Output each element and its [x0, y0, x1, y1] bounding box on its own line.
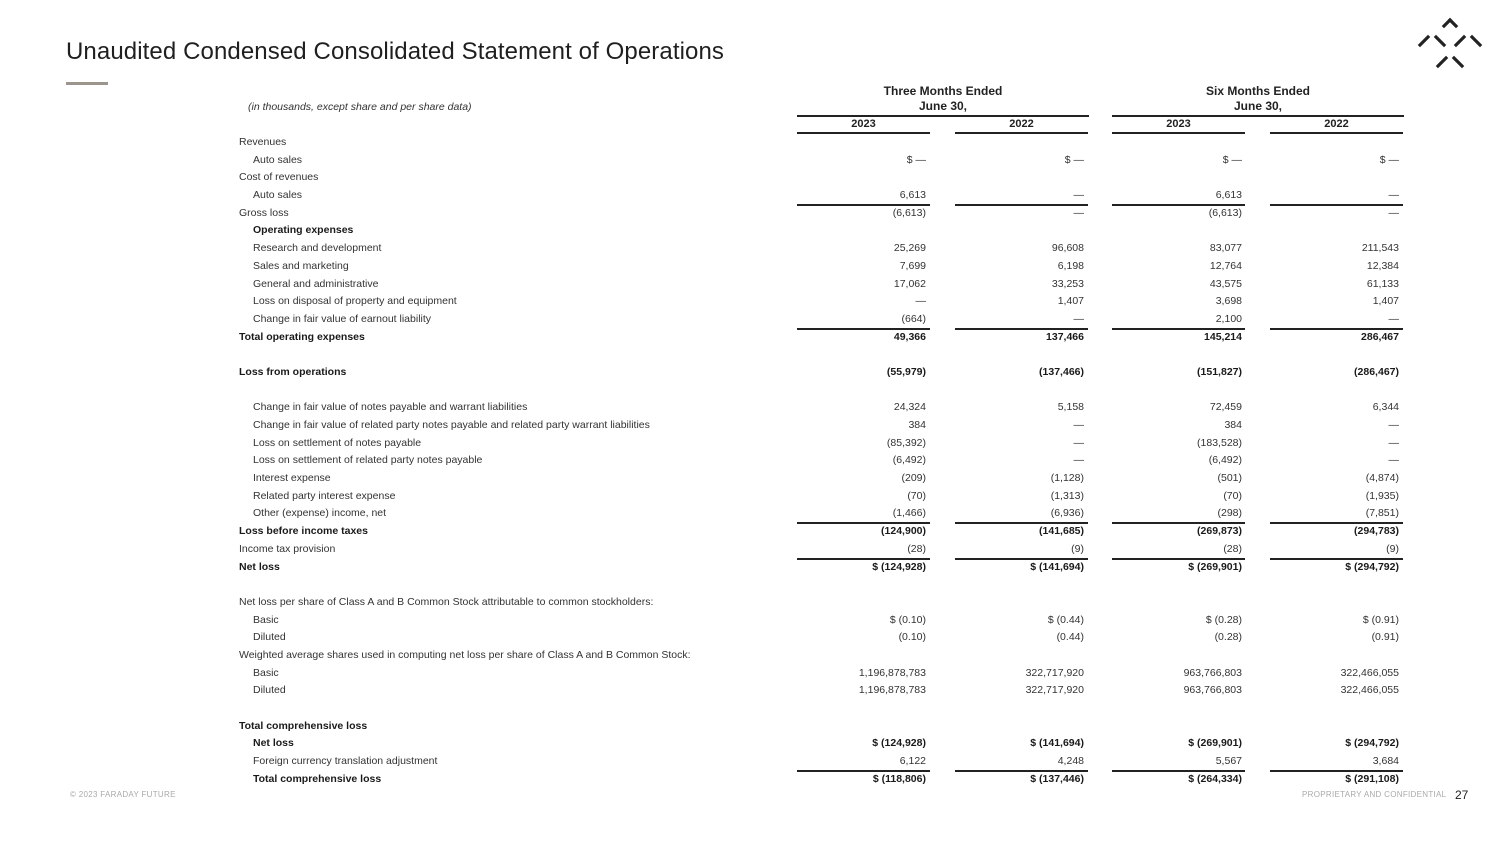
table-row: [0, 239, 1500, 257]
row-label: Net loss: [239, 560, 280, 573]
row-label: Change in fair value of earnout liability: [253, 312, 432, 325]
row-value: 322,466,055: [1340, 684, 1399, 697]
row-value: (28): [907, 542, 926, 555]
row-value: —: [1073, 312, 1084, 325]
row-value: —: [915, 295, 926, 308]
row-value: 49,366: [893, 330, 926, 343]
row-label: General and administrative: [253, 277, 379, 290]
row-value: —: [1388, 454, 1399, 467]
row-value: (664): [901, 312, 926, 325]
table-row: [0, 363, 1500, 381]
row-value: (0.28): [1214, 631, 1242, 644]
row-value: 322,717,920: [1025, 684, 1084, 697]
row-value: 12,384: [1366, 259, 1399, 272]
period-line1: Six Months Ended: [1205, 84, 1310, 98]
row-value: —: [1073, 454, 1084, 467]
row-value: $ —: [1379, 153, 1399, 166]
footer-copyright: © 2023 FARADAY FUTURE: [70, 790, 176, 799]
row-value: 1,196,878,783: [858, 666, 926, 679]
row-value: (1,313): [1050, 489, 1084, 502]
row-label: Total operating expenses: [239, 330, 365, 343]
table-row: [0, 186, 1500, 204]
row-value: $ (0.44): [1047, 613, 1084, 626]
table-row: [0, 611, 1500, 629]
table-row: [0, 487, 1500, 505]
row-value: (9): [1071, 542, 1084, 555]
row-value: 4,248: [1057, 755, 1084, 768]
subtotal-rule: [1270, 328, 1403, 330]
row-value: (70): [907, 489, 926, 502]
row-label: Operating expenses: [253, 224, 354, 237]
row-value: (286,467): [1354, 365, 1399, 378]
table-row: [0, 133, 1500, 151]
row-value: (1,128): [1050, 472, 1084, 485]
row-value: 137,466: [1046, 330, 1084, 343]
subtotal-rule: [797, 522, 930, 524]
table-row: [0, 575, 1500, 593]
table-row: [0, 416, 1500, 434]
year-header: 2022: [1009, 118, 1034, 130]
table-row: [0, 310, 1500, 328]
row-value: —: [1388, 206, 1399, 219]
subtotal-rule: [1270, 522, 1403, 524]
row-value: (1,935): [1365, 489, 1399, 502]
subtotal-rule: [1112, 522, 1245, 524]
year-header: 2023: [851, 118, 876, 130]
row-value: 6,344: [1372, 401, 1399, 414]
row-label: Other (expense) income, net: [253, 507, 387, 520]
subtotal-rule: [955, 558, 1088, 560]
row-value: $ (291,108): [1345, 772, 1399, 785]
row-value: $ (0.91): [1362, 613, 1399, 626]
row-value: $ (269,901): [1188, 737, 1242, 750]
row-value: (85,392): [886, 436, 926, 449]
title-underline: [66, 82, 108, 85]
row-value: (6,936): [1050, 507, 1084, 520]
row-value: 12,764: [1209, 259, 1242, 272]
table-row: [0, 558, 1500, 576]
row-value: 5,158: [1057, 401, 1084, 414]
row-value: 322,466,055: [1340, 666, 1399, 679]
row-label: Revenues: [239, 136, 287, 148]
row-value: —: [1388, 419, 1399, 431]
faraday-future-logo-icon: [1414, 16, 1486, 72]
period-rule: [1112, 115, 1404, 117]
table-row: [0, 540, 1500, 558]
row-label: Loss on settlement of related party notes payable: [253, 454, 483, 467]
row-label: Foreign currency translation adjustment: [253, 755, 438, 768]
table-row: [0, 699, 1500, 717]
row-value: (298): [1217, 507, 1242, 520]
row-label: Loss on disposal of property and equipment: [253, 295, 457, 308]
row-value: 72,459: [1209, 401, 1242, 414]
table-row: [0, 275, 1500, 293]
table-row: [0, 345, 1500, 363]
row-value: (6,613): [892, 206, 926, 219]
subtotal-rule: [1112, 328, 1245, 330]
subtotal-rule: [1112, 770, 1245, 772]
subtotal-rule: [797, 328, 930, 330]
row-label: Gross loss: [239, 206, 289, 219]
row-value: $ (269,901): [1188, 560, 1242, 573]
row-value: 6,122: [899, 755, 926, 768]
table-row: [0, 664, 1500, 682]
row-value: 2,100: [1215, 312, 1242, 325]
row-value: 1,196,878,783: [858, 684, 926, 697]
year-header: 2023: [1166, 118, 1191, 130]
row-value: (1,466): [892, 507, 926, 520]
row-value: 33,253: [1051, 277, 1084, 290]
subtotal-rule: [1112, 558, 1245, 560]
row-value: 322,717,920: [1025, 666, 1084, 679]
period-rule: [797, 115, 1089, 117]
table-row: [0, 257, 1500, 275]
subtotal-rule: [797, 204, 930, 206]
table-row: [0, 434, 1500, 452]
row-value: $ (124,928): [872, 560, 926, 573]
row-value: 83,077: [1209, 242, 1242, 255]
subtotal-rule: [955, 204, 1088, 206]
row-label: Loss on settlement of notes payable: [253, 436, 422, 449]
table-row: [0, 734, 1500, 752]
subtotal-rule: [1270, 204, 1403, 206]
table-row: [0, 593, 1500, 611]
table-row: [0, 717, 1500, 735]
subtotal-rule: [797, 558, 930, 560]
table-row: [0, 522, 1500, 540]
row-value: —: [1388, 312, 1399, 325]
row-value: (28): [1223, 542, 1242, 555]
row-value: 6,613: [899, 189, 926, 202]
row-label: Net loss per share of Class A and B Common Stock attributable to common stockholders:: [239, 595, 654, 608]
row-value: (501): [1217, 472, 1242, 485]
row-label: Research and development: [253, 242, 382, 255]
row-value: $ —: [1222, 153, 1242, 166]
row-value: $ (294,792): [1345, 737, 1399, 750]
table-row: [0, 469, 1500, 487]
row-value: $ (141,694): [1030, 560, 1084, 573]
row-value: (0.44): [1056, 631, 1084, 644]
subtotal-rule: [1270, 558, 1403, 560]
row-value: —: [1388, 189, 1399, 202]
row-value: (7,851): [1365, 507, 1399, 520]
table-row: [0, 451, 1500, 469]
row-label: Net loss: [253, 737, 294, 750]
row-label: Weighted average shares used in computing net loss per share of Class A and B Common Stock:: [239, 648, 691, 661]
row-value: —: [1073, 436, 1084, 449]
row-value: 963,766,803: [1183, 666, 1242, 679]
row-value: 96,608: [1051, 242, 1084, 255]
period-header-three-months: [797, 84, 1089, 114]
row-value: (55,979): [886, 365, 926, 378]
row-value: (294,783): [1354, 525, 1399, 538]
table-row: [0, 398, 1500, 416]
row-label: Cost of revenues: [239, 171, 319, 184]
row-label: Diluted: [253, 684, 286, 697]
table-row: [0, 328, 1500, 346]
row-value: $ (118,806): [872, 772, 926, 785]
row-value: $ —: [1064, 153, 1084, 166]
subtotal-rule: [955, 328, 1088, 330]
table-row: [0, 628, 1500, 646]
row-value: (0.91): [1371, 631, 1399, 644]
row-value: (151,827): [1197, 365, 1242, 378]
row-value: 6,613: [1215, 189, 1242, 202]
row-value: 3,684: [1372, 755, 1399, 768]
row-label: Interest expense: [253, 472, 331, 485]
row-value: (137,466): [1039, 365, 1084, 378]
units-note: (in thousands, except share and per share data): [248, 101, 472, 113]
row-value: 7,699: [899, 259, 926, 272]
row-value: 963,766,803: [1183, 684, 1242, 697]
row-value: (183,528): [1197, 436, 1242, 449]
row-value: $ (124,928): [872, 737, 926, 750]
row-label: Total comprehensive loss: [253, 772, 382, 785]
row-value: 17,062: [893, 277, 926, 290]
page-title: Unaudited Condensed Consolidated Statement of Operations: [66, 38, 725, 65]
row-label: Auto sales: [253, 189, 303, 202]
table-row: [0, 381, 1500, 399]
row-value: (269,873): [1197, 525, 1242, 538]
row-value: (4,874): [1365, 472, 1399, 485]
footer-confidential: PROPRIETARY AND CONFIDENTIAL: [1302, 790, 1447, 799]
row-value: 384: [1224, 419, 1242, 431]
row-value: (6,492): [892, 454, 926, 467]
row-value: $ (264,334): [1188, 772, 1242, 785]
row-value: 43,575: [1209, 277, 1242, 290]
table-row: [0, 221, 1500, 239]
row-label: Basic: [253, 666, 279, 679]
row-value: —: [1388, 436, 1399, 449]
row-value: $ (294,792): [1345, 560, 1399, 573]
row-value: —: [1073, 419, 1084, 431]
subtotal-rule: [1270, 770, 1403, 772]
row-value: (209): [901, 472, 926, 485]
subtotal-rule: [797, 770, 930, 772]
subtotal-rule: [1112, 204, 1245, 206]
row-label: Loss before income taxes: [239, 525, 368, 538]
row-value: (141,685): [1039, 525, 1084, 538]
table-row: [0, 770, 1500, 788]
row-label: Change in fair value of notes payable and warrant liabilities: [253, 401, 528, 414]
page-number: 27: [1455, 788, 1469, 802]
row-label: Basic: [253, 613, 279, 626]
table-row: [0, 292, 1500, 310]
row-label: Diluted: [253, 631, 286, 644]
row-value: (124,900): [881, 525, 926, 538]
row-value: 6,198: [1057, 259, 1084, 272]
period-header-six-months: [1112, 84, 1404, 114]
row-label: Total comprehensive loss: [239, 719, 368, 732]
row-label: Loss from operations: [239, 365, 347, 378]
row-value: (6,492): [1208, 454, 1242, 467]
row-value: $ (137,446): [1030, 772, 1084, 785]
period-line2: June 30,: [918, 99, 968, 113]
row-value: 286,467: [1361, 330, 1399, 343]
row-value: $ (0.10): [889, 613, 926, 626]
row-value: 1,407: [1057, 295, 1084, 308]
row-value: (6,613): [1208, 206, 1242, 219]
row-label: Sales and marketing: [253, 259, 349, 272]
row-value: 211,543: [1361, 242, 1399, 255]
row-value: 5,567: [1215, 755, 1242, 768]
row-value: —: [1073, 206, 1084, 219]
row-label: Income tax provision: [239, 542, 336, 555]
row-label: Auto sales: [253, 153, 303, 166]
table-row: [0, 504, 1500, 522]
row-value: 1,407: [1372, 295, 1399, 308]
period-line1: Three Months Ended: [883, 84, 1003, 98]
subtotal-rule: [955, 770, 1088, 772]
table-row: [0, 151, 1500, 169]
row-value: 25,269: [893, 242, 926, 255]
period-line2: June 30,: [1233, 99, 1283, 113]
row-value: $ (141,694): [1030, 737, 1084, 750]
row-value: —: [1073, 189, 1084, 202]
row-value: 145,214: [1204, 330, 1242, 343]
table-row: [0, 168, 1500, 186]
row-label: Change in fair value of related party notes payable and related party warrant liabilities: [253, 419, 650, 431]
table-row: [0, 646, 1500, 664]
row-value: (70): [1223, 489, 1242, 502]
row-value: (9): [1386, 542, 1399, 555]
table-row: [0, 204, 1500, 222]
row-label: Related party interest expense: [253, 489, 396, 502]
table-row: [0, 681, 1500, 699]
row-value: 384: [908, 419, 926, 431]
row-value: $ —: [906, 153, 926, 166]
row-value: 3,698: [1215, 295, 1242, 308]
row-value: 24,324: [893, 401, 926, 414]
row-value: $ (0.28): [1205, 613, 1242, 626]
subtotal-rule: [955, 522, 1088, 524]
year-header: 2022: [1324, 118, 1349, 130]
row-value: (0.10): [898, 631, 926, 644]
table-row: [0, 752, 1500, 770]
row-value: 61,133: [1366, 277, 1399, 290]
statement-table: [0, 133, 1500, 787]
